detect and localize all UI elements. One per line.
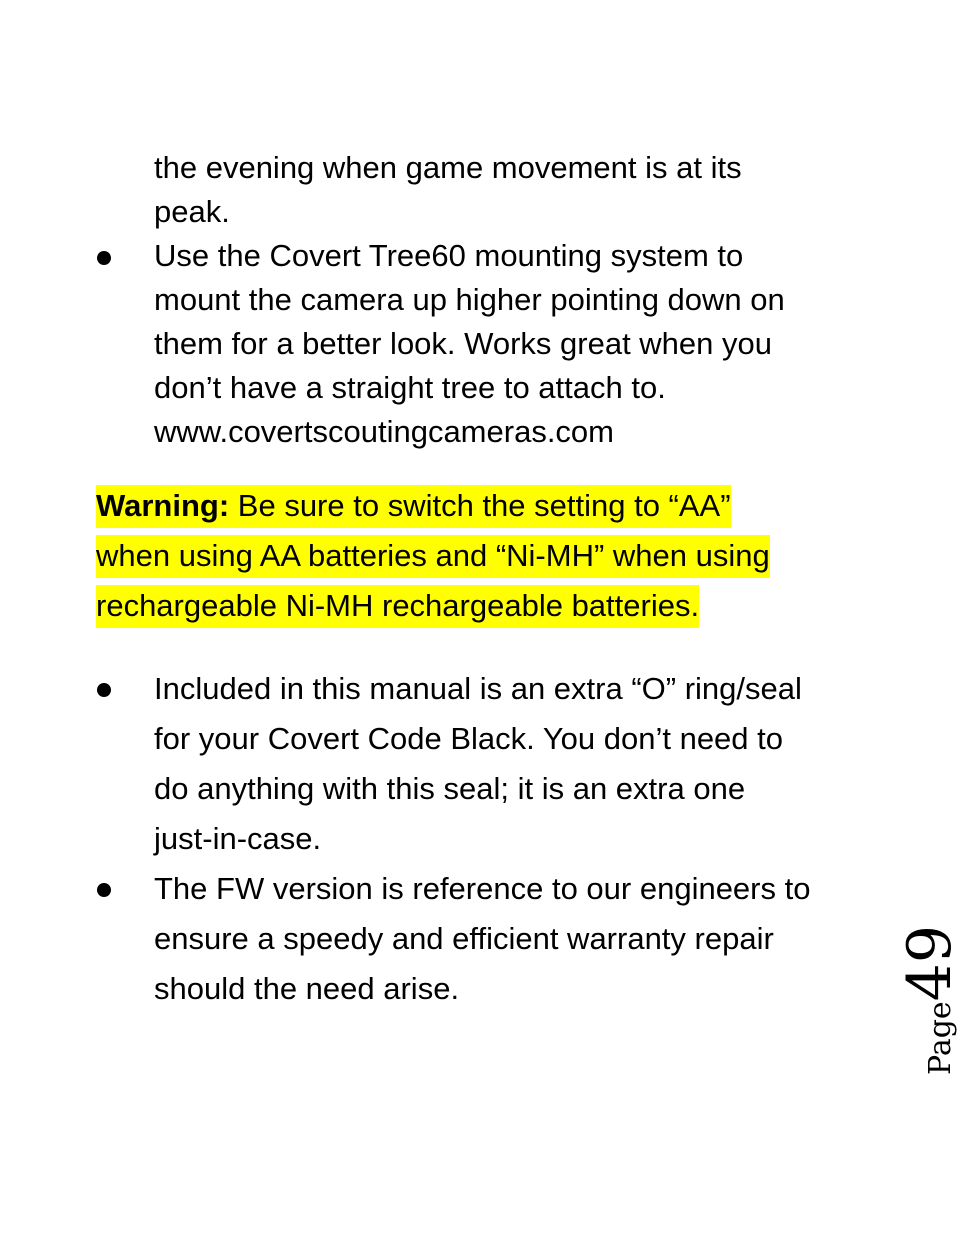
- text-line: them for a better look. Works great when you: [154, 326, 773, 361]
- bullet-list-top: [0, 234, 950, 454]
- list-item: [0, 234, 950, 454]
- text-line: Use the Covert Tree60 mounting system to: [154, 238, 744, 273]
- text-line: the evening when game movement is at its: [154, 150, 742, 185]
- bullet-icon: [97, 683, 111, 697]
- list-item: [0, 664, 950, 864]
- list-item-text: [154, 864, 854, 1014]
- page-number-value: 49: [895, 924, 965, 1002]
- warning-text: when using AA batteries and “Ni-MH” when using: [96, 535, 770, 578]
- warning-label: Warning:: [96, 488, 230, 523]
- warning-highlight: [96, 485, 731, 528]
- text-line: mount the camera up higher pointing down on: [154, 282, 785, 317]
- continuation-paragraph: [154, 146, 854, 234]
- warning-text: Be sure to switch the setting to “AA”: [229, 488, 731, 523]
- text-line: don’t have a straight tree to attach to.: [154, 370, 666, 405]
- text-line: Included in this manual is an extra “O” ring/seal: [154, 671, 802, 706]
- text-line: The FW version is reference to our engineers to: [154, 871, 811, 906]
- bullet-icon: [97, 251, 111, 265]
- list-item: [0, 864, 950, 1014]
- text-line: should the need arise.: [154, 971, 460, 1006]
- text-line: peak.: [154, 194, 230, 229]
- text-line: ensure a speedy and efficient warranty repair: [154, 921, 774, 956]
- text-line: for your Covert Code Black. You don’t need to: [154, 721, 784, 756]
- warning-note: [96, 481, 856, 631]
- warning-text: rechargeable Ni-MH rechargeable batteries.: [96, 585, 699, 628]
- text-line: just-in-case.: [154, 821, 322, 856]
- list-item-text: [154, 234, 854, 454]
- bullet-list-bottom: [0, 664, 950, 1014]
- text-line: do anything with this seal; it is an extra one: [154, 771, 746, 806]
- bullet-icon: [97, 883, 111, 897]
- page-word: Page: [923, 1001, 958, 1075]
- website-url: www.covertscoutingcameras.com: [154, 414, 614, 449]
- page-number-rotated: [895, 925, 965, 1075]
- list-item-text: [154, 664, 854, 864]
